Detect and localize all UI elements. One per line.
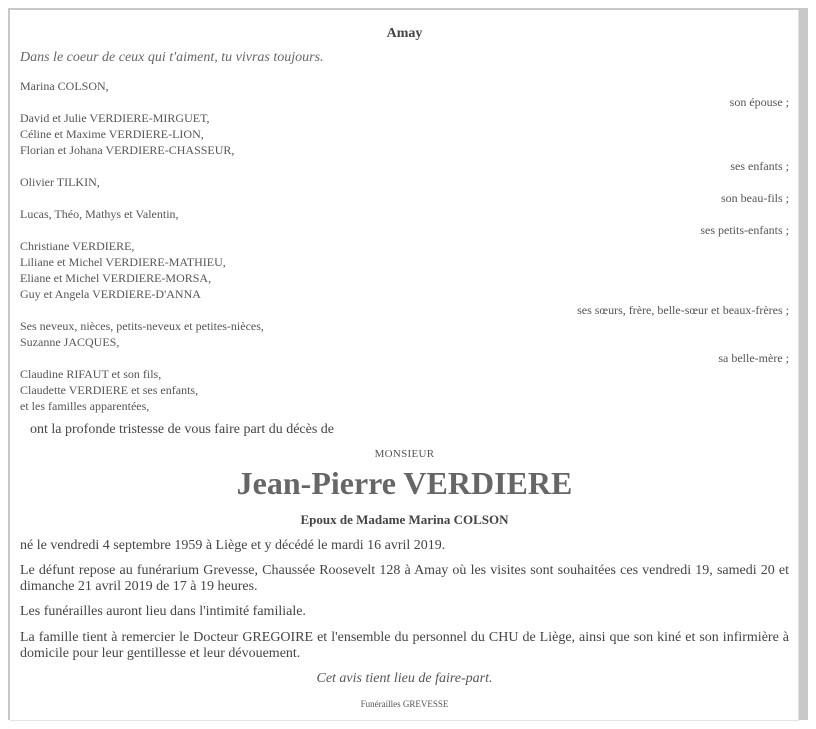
family-group-stepson	[20, 174, 789, 206]
family-group-others	[20, 366, 789, 414]
family-group-grandchildren	[20, 206, 789, 238]
family-relation: sa belle-mère ;	[718, 351, 789, 365]
family-name: Suzanne JACQUES,	[20, 335, 120, 349]
funeral-paragraph: Les funérailles auront lieu dans l'intimité familiale.	[20, 604, 306, 619]
family-group-siblings	[20, 238, 789, 318]
family-relation: ses petits-enfants ;	[700, 223, 789, 237]
visitation-paragraph: Le défunt repose au funérarium Grevesse, Chaussée Roosevelt 128 à Amay où les visites sont souhaitées ces vendredi 19, samedi 20 et dimanche 21 avril 2019 de 17 à 19 heures.	[20, 563, 789, 594]
family-list	[20, 78, 789, 414]
family-name: Florian et Johana VERDIERE-CHASSEUR,	[20, 143, 235, 157]
family-name: Ses neveux, nièces, petits-neveux et petites-nièces,	[20, 319, 264, 333]
family-relation: son beau-fils ;	[721, 191, 789, 205]
funeral-home: Funérailles GREVESSE	[360, 699, 449, 709]
spouse-line: Epoux de Madame Marina COLSON	[300, 512, 509, 527]
family-relation: ses sœurs, frère, belle-sœur et beaux-frères ;	[577, 303, 789, 317]
town-title: Amay	[386, 26, 423, 41]
deceased-name: Jean-Pierre VERDIERE	[236, 465, 573, 501]
family-name: David et Julie VERDIERE-MIRGUET,	[20, 111, 210, 125]
family-name: Liliane et Michel VERDIERE-MATHIEU,	[20, 255, 226, 269]
family-name: Olivier TILKIN,	[20, 175, 100, 189]
birth-death-paragraph: né le vendredi 4 septembre 1959 à Liège et y décédé le mardi 16 avril 2019.	[20, 538, 446, 553]
family-name: Marina COLSON,	[20, 79, 109, 93]
family-relation: ses enfants ;	[730, 159, 789, 173]
motto: Dans le coeur de ceux qui t'aiment, tu vivras toujours.	[20, 50, 324, 65]
family-name: et les familles apparentées,	[20, 399, 150, 413]
family-name: Guy et Angela VERDIERE-D'ANNA	[20, 287, 201, 301]
family-name: Christiane VERDIERE,	[20, 239, 135, 253]
closing-note: Cet avis tient lieu de faire-part.	[316, 671, 493, 686]
family-name: Céline et Maxime VERDIERE-LION,	[20, 127, 204, 141]
intro-text: ont la profonde tristesse de vous faire part du décès de	[30, 422, 335, 437]
family-name: Claudine RIFAUT et son fils,	[20, 367, 162, 381]
family-group-spouse	[20, 78, 789, 110]
family-group-mother-in-law	[20, 318, 789, 366]
family-name: Eliane et Michel VERDIERE-MORSA,	[20, 271, 212, 285]
family-relation: son épouse ;	[729, 95, 789, 109]
family-name: Claudette VERDIERE et ses enfants,	[20, 383, 199, 397]
family-group-children	[20, 110, 789, 174]
honorific: MONSIEUR	[374, 448, 435, 460]
thanks-paragraph: La famille tient à remercier le Docteur GREGOIRE et l'ensemble du personnel du CHU de Liège, ainsi que son kiné et son infirmière à domicile pour leur gentillesse et leur dévouement.	[20, 630, 789, 661]
family-name: Lucas, Théo, Mathys et Valentin,	[20, 207, 179, 221]
